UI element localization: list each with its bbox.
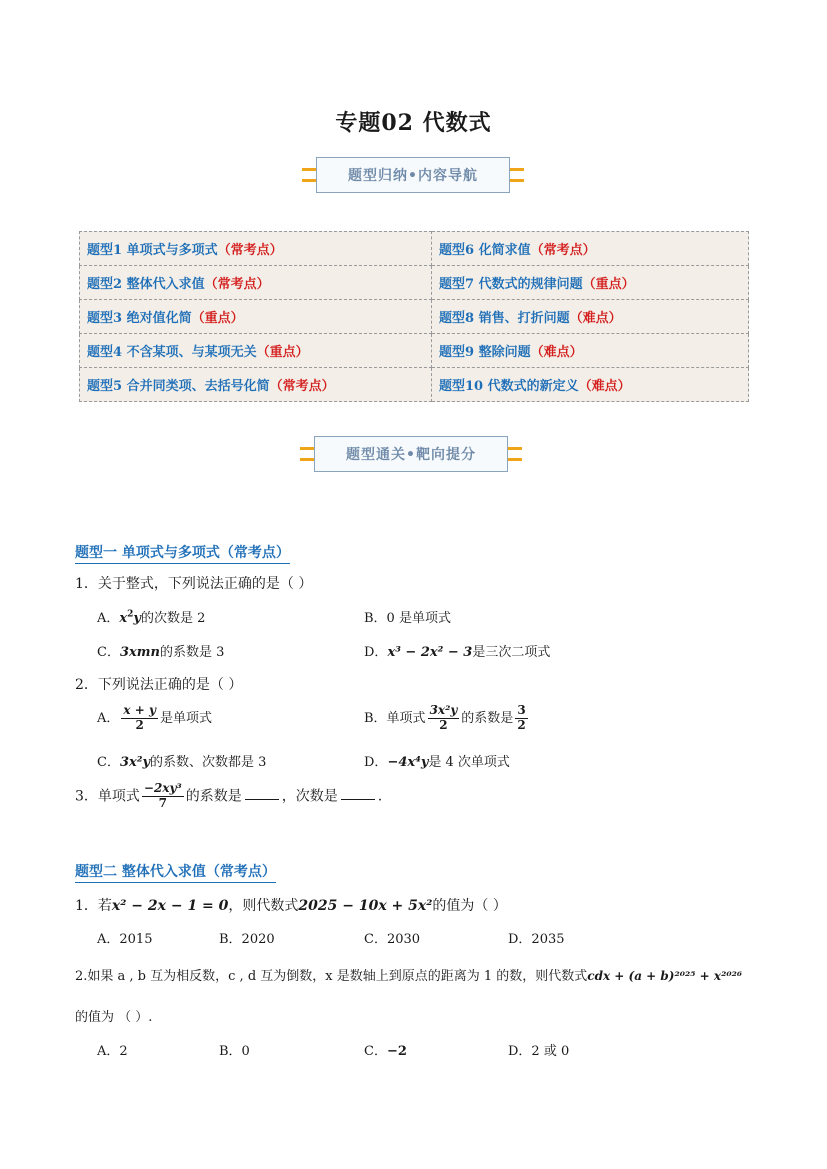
- option-2-2-d[interactable]: D．2 或 0: [508, 1044, 570, 1059]
- answer-blank[interactable]: [245, 799, 279, 800]
- fraction: $\frac{x + y}{2}$: [123, 703, 156, 732]
- banner-left-deco: [302, 168, 316, 182]
- nav-item-1[interactable]: 题型1 单项式与多项式（常考点）: [80, 232, 432, 266]
- banner-right-deco: [510, 168, 524, 182]
- table-row: [80, 266, 749, 300]
- option-2-2-c[interactable]: C．−2: [364, 1044, 407, 1059]
- banner-label: 题型归纳•内容导航: [316, 157, 510, 193]
- option-1-2-c[interactable]: C．3x²y的系数、次数都是 3: [97, 755, 267, 770]
- answer-blank[interactable]: [341, 799, 375, 800]
- option-1-1-b[interactable]: B．0 是单项式: [364, 611, 451, 626]
- nav-item-5[interactable]: 题型5 合并同类项、去括号化简（常考点）: [80, 368, 432, 402]
- option-2-1-c[interactable]: C．2030: [364, 932, 421, 947]
- option-2-2-b[interactable]: B．0: [219, 1044, 250, 1059]
- fraction: $\frac{\text{−2xy³}}{7}$: [143, 781, 182, 810]
- option-1-2-b[interactable]: B．单项式 $\frac{\text{3x²y}}{2}$ 的系数是 $\frac{3}{2}$: [364, 703, 526, 732]
- question-1-3: 3．单项式 $\frac{\text{−2xy³}}{7}$ 的系数是 ，次数是 .: [75, 781, 383, 810]
- question-2-2-tail: 的值为 （ ）.: [75, 1010, 153, 1025]
- option-1-2-a[interactable]: A． $\frac{x + y}{2}$ 是单项式: [97, 703, 212, 732]
- nav-item-2[interactable]: 题型2 整体代入求值（常考点）: [80, 266, 432, 300]
- question-1-2: 2．下列说法正确的是（ ）: [75, 677, 243, 693]
- section-heading-2[interactable]: 题型二 整体代入求值（常考点）: [75, 861, 276, 883]
- table-row: [80, 334, 749, 368]
- option-2-2-a[interactable]: A．2: [97, 1044, 128, 1059]
- nav-item-8[interactable]: 题型8 销售、打折问题（难点）: [432, 300, 749, 334]
- question-2-2: 2.如果 a , b 互为相反数，c , d 互为倒数，x 是数轴上到原点的距离为 1 的数，则代数式cdx + (a + b)²⁰²⁵ + x²⁰²⁶: [75, 969, 743, 984]
- page-title: 专题02 代数式: [335, 110, 492, 136]
- fraction: $\frac{\text{3x²y}}{2}$: [429, 703, 458, 732]
- banner-right-deco: [508, 447, 522, 461]
- option-1-1-c[interactable]: C．3xmn的系数是 3: [97, 645, 225, 660]
- banner-practice: [300, 436, 522, 472]
- option-1-1-a[interactable]: A．$x^2y$的次数是 2: [97, 609, 206, 626]
- option-2-1-d[interactable]: D．2035: [508, 932, 565, 947]
- option-1-1-d[interactable]: D．x³ − 2x² − 3是三次二项式: [364, 645, 551, 660]
- question-1-1: 1．关于整式，下列说法正确的是（ ）: [75, 576, 313, 592]
- option-2-1-a[interactable]: A．2015: [97, 932, 153, 947]
- option-2-1-b[interactable]: B．2020: [219, 932, 275, 947]
- question-2-1: 1．若x² − 2x − 1 = 0，则代数式2025 − 10x + 5x²的值为（ ）: [75, 898, 507, 914]
- nav-item-4[interactable]: 题型4 不含某项、与某项无关（重点）: [80, 334, 432, 368]
- banner-content-nav: [302, 157, 524, 193]
- topic-nav-table: [79, 231, 749, 402]
- table-row: [80, 232, 749, 266]
- fraction: $\frac{3}{2}$: [517, 703, 526, 732]
- banner-label: 题型通关•靶向提分: [314, 436, 508, 472]
- table-row: [80, 300, 749, 334]
- table-row: [80, 368, 749, 402]
- nav-item-6[interactable]: 题型6 化简求值（常考点）: [432, 232, 749, 266]
- option-1-2-d[interactable]: D．−4x⁴y是 4 次单项式: [364, 755, 510, 770]
- nav-item-9[interactable]: 题型9 整除问题（难点）: [432, 334, 749, 368]
- section-heading-1[interactable]: 题型一 单项式与多项式（常考点）: [75, 542, 290, 564]
- nav-item-3[interactable]: 题型3 绝对值化简（重点）: [80, 300, 432, 334]
- nav-item-7[interactable]: 题型7 代数式的规律问题（重点）: [432, 266, 749, 300]
- banner-left-deco: [300, 447, 314, 461]
- nav-item-10[interactable]: 题型10 代数式的新定义（难点）: [432, 368, 749, 402]
